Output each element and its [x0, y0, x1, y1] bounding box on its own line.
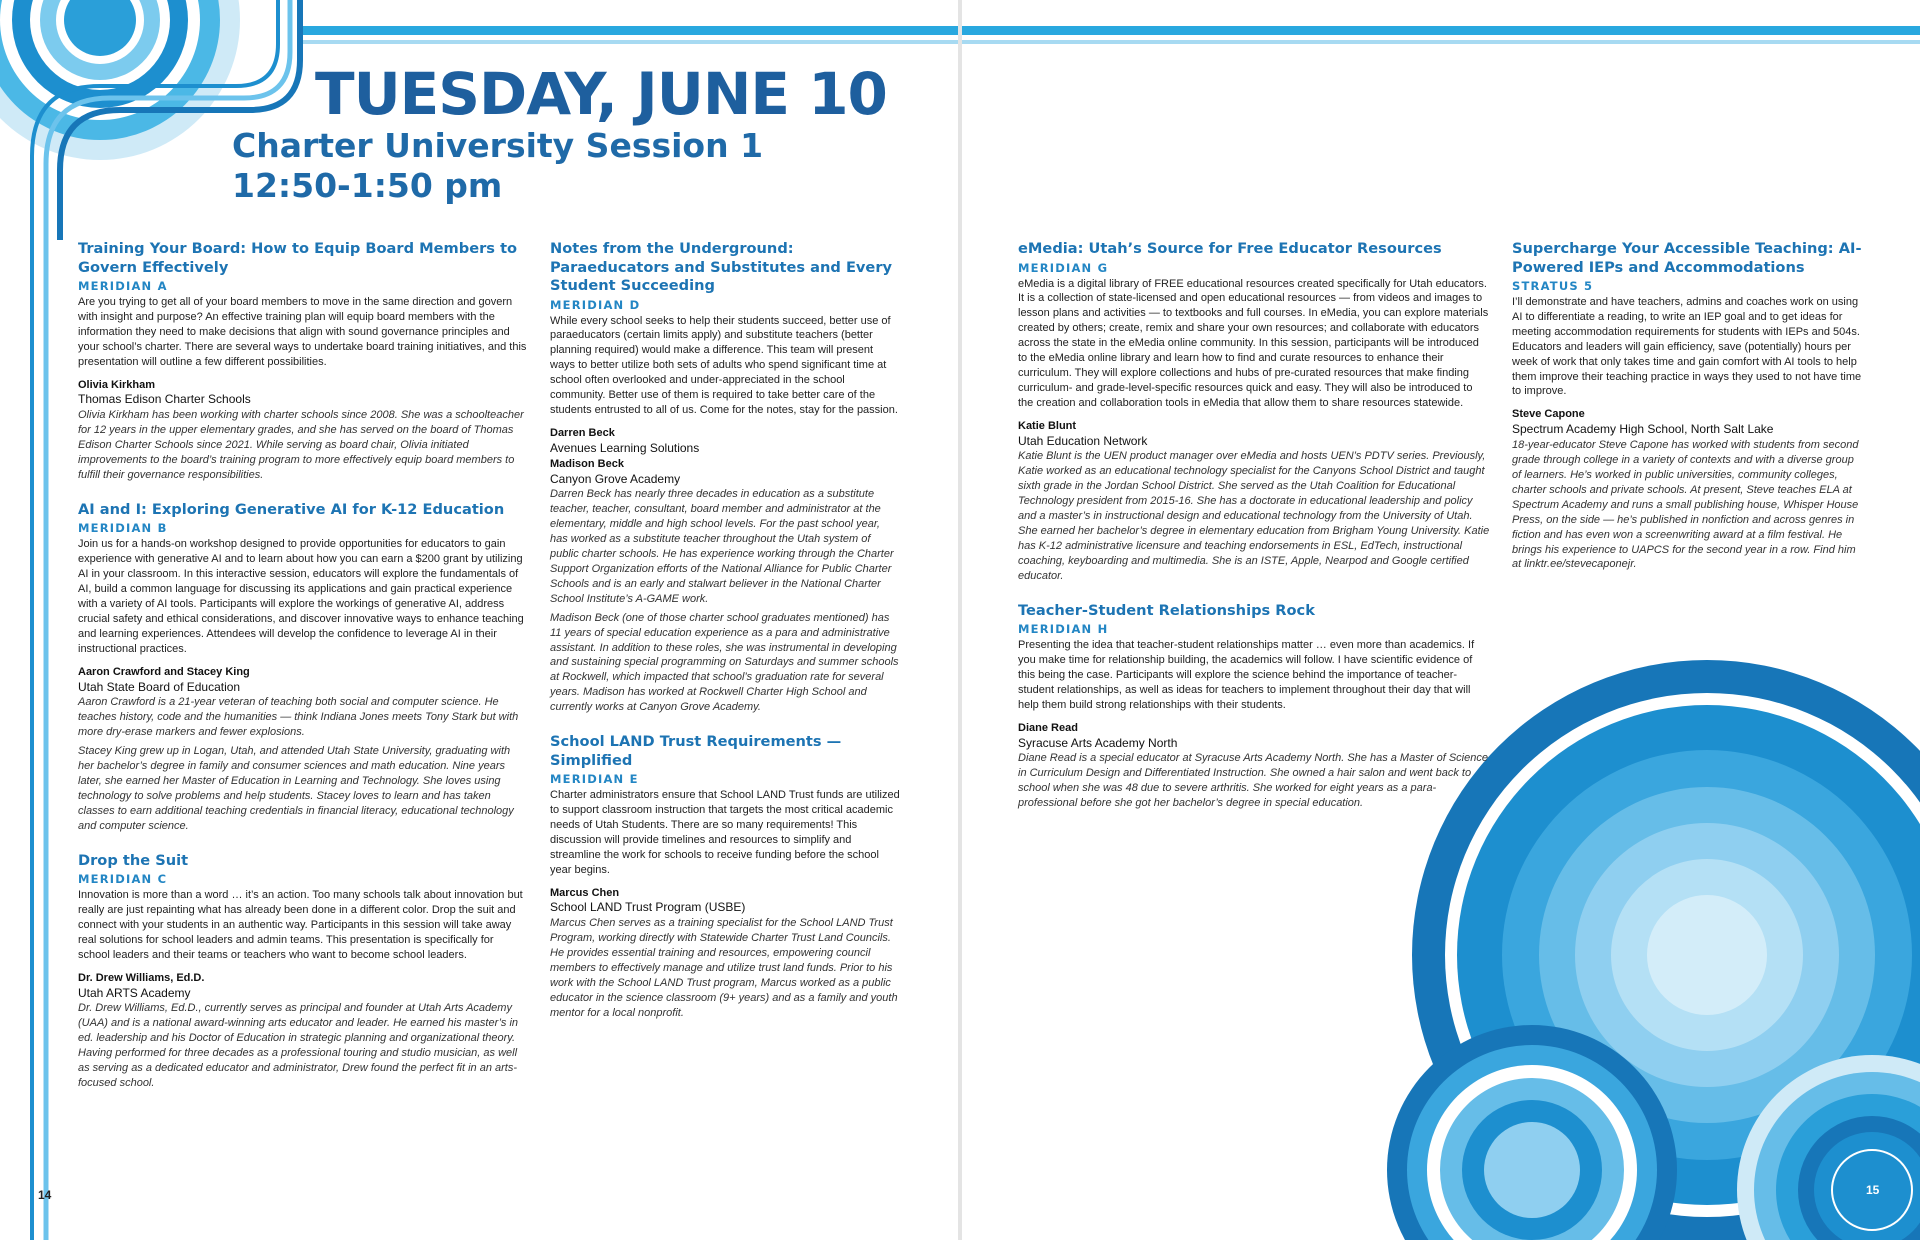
- speaker-bio: Stacey King grew up in Logan, Utah, and attended Utah State University, graduating with her bachelor’s degree in family and consumer sciences and math education. Nine years later, she earned her Master of Education in Learning and Technology. She loves using technology to solve problems and help students. Stacey loves to learn and has taken classes to earn additional teaching credentials in financial literacy, educational technology and computer science.: [78, 745, 514, 832]
- session-room: MERIDIAN G: [1018, 260, 1109, 275]
- top-stripe-thin: [300, 40, 958, 44]
- page-number-left: 14: [38, 1188, 52, 1202]
- speaker-org: Utah ARTS Academy: [78, 985, 191, 1000]
- right-column-1: [1018, 240, 1490, 829]
- circle-ring: [1484, 1122, 1580, 1218]
- session-description: Join us for a hands-on workshop designed to provide opportunities for educators to gain experience with generative AI and to learn about how you can earn a $200 grant by utilizing AI in your classroom. In this interactive session, educators will explore the fundamentals of AI, build a common language for discussing its applications and gain practical experience with a variety of AI tools. Participants will explore the workings of generative AI, address crucial safety and ethical considerations, and discover innovative ways to enhance teaching and learning experiences. Attendees will develop the confidence to leverage AI in their instructional practices.: [78, 538, 524, 655]
- speaker-name: Madison Beck: [550, 457, 624, 470]
- session-block: [1512, 240, 1862, 572]
- session-title: eMedia: Utah’s Source for Free Educator Resources: [1018, 240, 1442, 257]
- session-title: Drop the Suit: [78, 851, 189, 869]
- session-title: Teacher-Student Relationships Rock: [1018, 601, 1315, 619]
- session-room: MERIDIAN H: [1018, 622, 1109, 637]
- session-description: Charter administrators ensure that School LAND Trust funds are utilized to support classroom instruction that targets the most critical academic needs of Utah Students. There are so many requirements! This discussion will provide timelines and resources to simplify and streamline the work for schools to receive funding before the school year begins.: [550, 789, 900, 876]
- session-title: School LAND Trust Requirements — Simplified: [550, 733, 842, 769]
- speaker-name: Marcus Chen: [550, 886, 620, 899]
- speaker-org: Avenues Learning Solutions: [550, 440, 700, 455]
- speaker-org: Utah Education Network: [1018, 433, 1148, 448]
- speaker-name: Aaron Crawford and Stacey King: [78, 665, 250, 678]
- session-title: AI and I: Exploring Generative AI for K-12 Education: [78, 500, 505, 518]
- session-description: eMedia is a digital library of FREE educational resources created specifically for Utah educators. It is a collection of state-licensed and open educational resources — from videos and images to lesson plans and activities — to textbooks and full courses. In eMedia, you can explore materials created by others; create, remix and share your own resources; and collaborate with educators across the state in the eMedia online community. In this session, participants will be introduced to the eMedia online library and learn how to find and curate resources to enhance their curriculum. They will explore collections and hubs of pre-curated resources that make finding curriculum- and grade-level-specific resources quick and easy. They will also be introduced to the creation and collaboration tools in eMedia that allow them to share resources statewide.: [1018, 277, 1489, 409]
- speaker-bio: Madison Beck (one of those charter school graduates mentioned) has 11 years of special education experience as a para and administrative assistant. In addition to these roles, she was instrumental in developing and sustaining special programming on Saturdays and summer schools at Rockwell, which impacted that school’s graduation rate for several years. Madison has worked at Rockwell Charter High School and currently works at Canyon Grove Academy.: [550, 611, 899, 714]
- speaker-org: Syracuse Arts Academy North: [1018, 735, 1178, 750]
- page-number-right: 15: [1866, 1183, 1880, 1197]
- speaker-name: Darren Beck: [550, 426, 615, 439]
- speaker-bio: 18-year-educator Steve Capone has worked with students from second grade through college in a variety of contexts and with a diverse group of learners. He’s worked in public universities, community colleges, charter schools and private schools. At present, Steve teaches ELA at Spectrum Academy and runs a small publishing house, Whisper House Press, on the side — he’s published in nonfiction and across genres in fiction and has even won a screenwriting award at a film festival. He brings his experience to UAPCS for the second year in a row. Find him at linktr.ee/stevecaponejr.: [1512, 439, 1859, 571]
- speaker-org: Canyon Grove Academy: [550, 471, 681, 486]
- speaker-name: Diane Read: [1018, 721, 1078, 734]
- session-room: MERIDIAN A: [78, 279, 168, 293]
- speaker-bio: Aaron Crawford is a 21-year veteran of teaching both social and computer science. He teaches history, code and the humanities — think Indiana Jones meets Tony Stark but with more dry-erase markers and fewer explosions.: [78, 696, 519, 739]
- session-block: [78, 501, 528, 834]
- speaker-bio: Olivia Kirkham has been working with charter schools since 2008. She was a schoolteacher for 12 years in the upper elementary grades, and she has served on the board of Thomas Edison Charter Schools since 2021. While serving as board chair, Olivia initiated improvements to the board’s training program to more effectively equip board members to fulfill their governance responsibilities.: [78, 409, 524, 481]
- session-subtitle: Charter University Session 1: [232, 126, 764, 165]
- speaker-bio: Darren Beck has nearly three decades in education as a substitute teacher, teacher, consultant, board member and administrator at the elementary, middle and high school levels. For the past school year, has worked as a substitute teacher throughout the Utah system of public charter schools. He has experience working through the Charter Support Organization efforts of the National Alliance for Public Charter Schools and is an early and stalwart believer in the National Charter School Institute’s A-GAME work.: [550, 488, 894, 605]
- session-block: [1018, 602, 1490, 811]
- speaker-org: Thomas Edison Charter Schools: [78, 392, 251, 407]
- session-description: While every school seeks to help their students succeed, better use of paraeducators (certain limits apply) and substitute teachers (better planning required) would make a difference. This team will present ways to better utilize both sets of adults who spend significant time at school often overlooked and under-appreciated in the school community. Better use of them is required to take better care of the students entrusted to all of us. Come for the notes, stay for the passion.: [550, 314, 898, 416]
- top-stripe-thin: [962, 40, 1920, 44]
- top-stripe: [962, 26, 1920, 35]
- speaker-bio: Katie Blunt is the UEN product manager over eMedia and hosts UEN’s PDTV series. Previously, Katie worked as an educational technology specialist for the Canyons School District and taught sixth grade in the Jordan School District. She served as the Utah Coalition for Educational Technology president from 2015-16. She has a doctorate in educational leadership and policy and a master’s in instructional design and educational technology from the University of Utah. She earned her bachelor’s degree in elementary education from Brigham Young University. Katie has K-12 administrative licensure and teaching endorsements in ESL, EdTech, instructional coaching, keyboarding and multimedia. She is an ISTE, Apple, Nearpod and Google certified educator.: [1018, 450, 1490, 582]
- session-description: Presenting the idea that teacher-student relationships matter … even more than academics. If you make time for relationship building, the academics will follow. I have scientific evidence of this being the case. Participants will explore the science behind the importance of teacher-student relationships, as well as ideas for teachers to implement throughout their day that will help them build strong relationships with their students.: [1018, 639, 1475, 711]
- session-room: STRATUS 5: [1512, 279, 1594, 293]
- speaker-bio: Diane Read is a special educator at Syracuse Arts Academy North. She has a Master of Science in Curriculum Design and Differentiated Instruction. She owned a hair salon and went back to school when she was 48 due to severe arthritis. She worked for eight years as a para-professional before she got her bachelor’s degree in special education.: [1018, 752, 1488, 810]
- top-stripe: [300, 26, 958, 35]
- speaker-name: Steve Capone: [1512, 408, 1585, 421]
- left-column-2: [550, 240, 900, 1039]
- speaker-bio: Marcus Chen serves as a training specialist for the School LAND Trust Program, working directly with Statewide Charter Trust Land Councils. He provides essential training and resources, empowering council members to effectively manage and utilize trust land funds. Prior to his work with the School LAND Trust program, Marcus worked as a public educator in the science classroom (9+ years) and as a family and youth mentor for a local nonprofit.: [550, 917, 898, 1019]
- session-room: MERIDIAN B: [78, 521, 168, 536]
- session-room: MERIDIAN D: [550, 297, 641, 312]
- right-page: [962, 0, 1920, 1240]
- session-block: [78, 240, 528, 483]
- session-room: MERIDIAN E: [550, 772, 639, 787]
- session-title: Supercharge Your Accessible Teaching: AI-Powered IEPs and Accommodations: [1512, 240, 1862, 276]
- speaker-org: Utah State Board of Education: [78, 679, 241, 694]
- session-description: Innovation is more than a word … it’s an action. Too many schools talk about innovation but really are just repainting what has already been done in a different color. Drop the suit and connect with your students in an authentic way. Participants in this session will take away real solutions for school leaders and admin teams. This presentation is specifically for school leaders and their teams or teachers who want to become school leaders.: [78, 889, 523, 961]
- session-block: [550, 240, 900, 715]
- left-page: [0, 0, 958, 1240]
- session-title: Notes from the Underground: Paraeducators and Substitutes and Every Student Succeeding: [550, 240, 893, 294]
- session-description: Are you trying to get all of your board members to move in the same direction and govern with insight and purpose? An effective training plan will equip board members with the information they need to make decisions that align with sound governance principles and your school’s charter. There are several ways to undertake board training initiatives, and this presentation will outline a few different possibilities.: [78, 296, 527, 368]
- session-room: MERIDIAN C: [78, 872, 168, 887]
- session-block: [78, 852, 528, 1091]
- speaker-bio: Dr. Drew Williams, Ed.D., currently serves as principal and founder at Utah Arts Academy (UAA) and is a national award-winning arts educator and leader. He earned his master’s in ed. leadership and his Doctor of Education in strategic planning and organizational theory. Having performed for three decades as a professional touring and studio musician, as well as serving as a dedicated educator and administrator, Drew found the perfect fit in an arts-focused school.: [78, 1002, 519, 1089]
- session-block: [550, 733, 900, 1021]
- circle-ring: [1647, 895, 1767, 1015]
- session-time: 12:50-1:50 pm: [232, 166, 503, 205]
- speaker-org: Spectrum Academy High School, North Salt Lake: [1512, 422, 1774, 437]
- left-column-1: [78, 240, 528, 1109]
- session-block: [1018, 240, 1490, 584]
- session-description: I’ll demonstrate and have teachers, admins and coaches work on using AI to differentiate a reading, to write an IEP goal and to get ideas for meeting accommodation requirements for students with IEPs and 504s. Educators and leaders will gain efficiency, save (potentially) hours per week of work that only takes time and gain comfort with AI tools to help them improve their teaching practice in ways they used to not have time to improve.: [1512, 296, 1862, 398]
- session-title: Training Your Board: How to Equip Board Members to Govern Effectively: [78, 240, 518, 276]
- page-headline: TUESDAY, JUNE 10: [315, 60, 887, 128]
- speaker-org: School LAND Trust Program (USBE): [550, 900, 746, 915]
- right-column-2: [1512, 240, 1862, 590]
- speaker-name: Katie Blunt: [1018, 419, 1077, 432]
- speaker-name: Olivia Kirkham: [78, 378, 156, 391]
- speaker-name: Dr. Drew Williams, Ed.D.: [78, 971, 205, 984]
